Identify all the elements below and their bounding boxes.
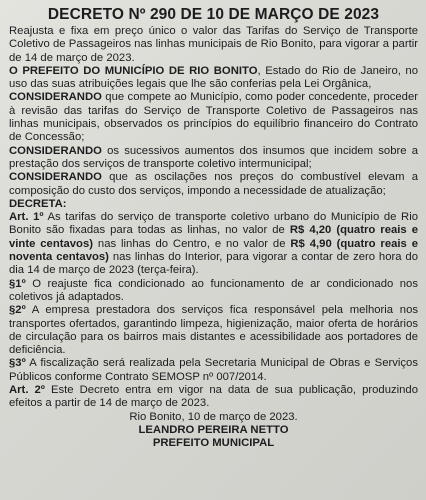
article-1-text-c: nas linhas do Interior, para vigorar a contar de zero hora do dia 14 de março de 2023 (terça-feira). (9, 251, 418, 277)
paragraph-1-text: O reajuste fica condicionado ao funcionamento de ar condicionado nos coletivos já adaptados. (9, 277, 418, 303)
place-date: Rio Bonito, 10 de março de 2023. (129, 410, 298, 423)
preamble-text: , Estado do Rio de Janeiro, no uso das suas atribuições legais que lhe são conferias pela Lei Orgânica, (9, 64, 418, 91)
paragraph-2 (9, 304, 418, 357)
considering-2-lead: CONSIDERANDO (9, 144, 102, 157)
signatory-role: PREFEITO MUNICIPAL (152, 437, 275, 450)
article-1-text-a: As tarifas do serviço de transporte coletivo urbano do Município de Rio Bonito são fixadas para todas as linhas, no valor de (9, 211, 418, 237)
considering-1-text: que compete ao Município, como poder concedente, proceder à revisão das tarifas do Serviço de Transporte Coletivo de Passageiros nas linhas municipais, observados os princípios do equilíbrio financeiro do Contrato de Concessão; (9, 91, 418, 144)
article-1 (9, 211, 418, 277)
considering-3-text: que as oscilações nos preços do combustível elevam a composição do custo dos serviços, impondo a necessidade de atualização; (9, 171, 418, 197)
decree-summary (9, 25, 418, 65)
paragraph-1 (9, 278, 418, 305)
considering-3-lead: CONSIDERANDO (9, 171, 102, 184)
article-2-label: Art. 2º (9, 384, 45, 397)
decrees-label-text: DECRETA: (9, 197, 67, 210)
paragraph-2-text: A empresa prestadora dos serviços fica responsável pela melhoria nos transportes ofertados, garantindo limpeza, higienização, maior oferta de horários de circulação para os bairros mais distantes e acessibilidade aos portadores de deficiência. (9, 304, 418, 357)
article-1-value-interior: R$ 4,90 (quatro reais e noventa centavos) (9, 237, 418, 264)
article-1-label: Art. 1º (9, 211, 44, 224)
article-2 (9, 384, 418, 411)
article-1-value-center: R$ 4,20 (quatro reais e vinte centavos) (9, 224, 419, 250)
article-2-text: Este Decreto entra em vigor na data de sua publicação, produzindo efeitos a partir de 14 de março de 2023. (9, 384, 418, 410)
article-1-text-b: nas linhas do Centro, e no valor de (93, 237, 291, 250)
paragraph-3-label: §3º (9, 357, 26, 370)
preamble (9, 65, 418, 92)
paragraph-3-text: A fiscalização será realizada pela Secretaria Municipal de Obras e Serviços Públicos conforme Contrato SEMOSP nº 007/2014. (9, 357, 418, 383)
decree-title: DECRETO Nº 290 DE 10 DE MARÇO DE 2023 (47, 6, 380, 23)
decrees-label (9, 198, 418, 211)
considering-1-lead: CONSIDERANDO (9, 91, 102, 104)
considering-3 (9, 171, 418, 198)
paragraph-2-label: §2º (9, 304, 26, 317)
preamble-lead: O PREFEITO DO MUNICÍPIO DE RIO BONITO (9, 64, 258, 77)
paragraph-3 (9, 357, 418, 384)
signatory-name: LEANDRO PEREIRA NETTO (138, 423, 289, 436)
considering-2-text: os sucessivos aumentos dos insumos que incidem sobre a prestação dos serviços de transporte coletivo intermunicipal; (9, 144, 418, 170)
summary-text: Reajusta e fixa em preço único o valor das Tarifas do Serviço de Transporte Coletivo de Passageiros nas linhas municipais de Rio Bonito, para vigorar a partir de 14 de março de 2023. (9, 25, 418, 64)
considering-2 (9, 145, 418, 172)
considering-1 (9, 91, 418, 144)
paragraph-1-label: §1º (9, 277, 26, 290)
